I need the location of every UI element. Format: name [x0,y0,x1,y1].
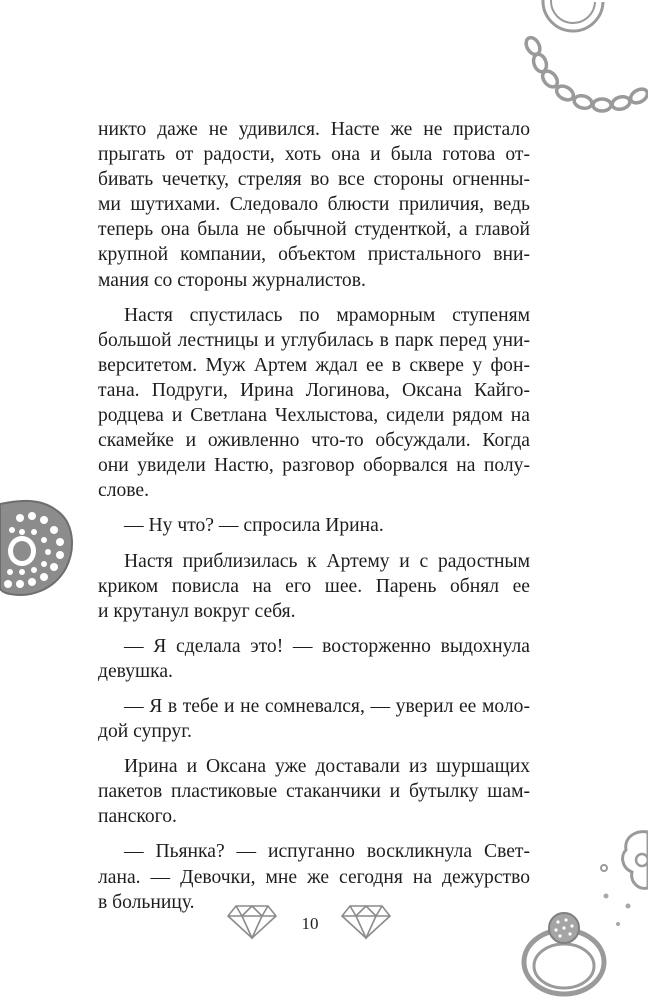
paragraph [98,694,530,744]
text-line: Настя приблизилась к Артему и с радостным [124,550,530,572]
text-line: скамейке и оживленно что-то обсуждали. Когда [98,430,530,452]
diamond-left-icon [226,904,278,940]
text-line: — Я в тебе и не сомневался, — уверил ее моло- [124,695,530,717]
text-block [98,117,530,925]
text-line: тана. Подруги, Ирина Логинова, Оксана Кайго- [98,379,530,401]
text-line: Настя спустилась по мраморным ступеням [124,304,530,326]
text-line: слове. [98,480,150,502]
paragraph [98,303,530,504]
page-number: 10 [301,914,319,933]
text-line: — Пьянка? — испуганно воскликнула Свет- [124,841,530,863]
text-line: в больницу. [98,891,195,913]
paragraph [98,117,530,293]
diamond-ring-ornament-icon [518,820,648,1000]
text-line: панского. [98,806,177,828]
text-line: пакетов пластиковые стаканчики и бутылку шам- [98,781,530,803]
text-line: Ирина и Оксана уже доставали из шуршащих [124,756,530,778]
paragraph [98,634,530,684]
text-line: лана. — Девочки, мне же сегодня на дежурство [98,866,530,888]
text-line: ми шутихами. Следовало блюсти приличия, ведь [98,194,530,216]
text-line: и крутанул вокруг себя. [98,600,296,622]
text-line: родцева и Светлана Чехлыстова, сидели рядом на [98,405,530,427]
paragraph [98,549,530,624]
paragraph [98,839,530,914]
paragraph [98,513,530,538]
text-line: крупной компании, объектом пристального вни- [98,244,530,266]
paragraph [98,754,530,829]
text-line: мания со стороны журналистов. [98,269,366,291]
text-line: теперь она была не обычной студенткой, а главой [98,219,530,241]
text-line: — Ну что? — спросила Ирина. [124,515,384,537]
text-line: девушка. [98,660,173,682]
ring-chain-ornament-icon [515,0,648,125]
text-line: — Я сделала это! — восторженно выдохнула [124,635,530,657]
text-line: никто даже не удивился. Насте же не пристало [98,119,530,140]
text-line: большой лестницы и углубилась в парк перед уни- [98,329,530,351]
text-line: дой супруг. [98,721,192,743]
text-line: прыгать от радости, хоть она и была готова от- [98,144,530,166]
diamond-right-icon [340,904,392,940]
text-line: бивать чечетку, стреляя во все стороны огненны- [98,169,530,191]
text-line: они увидели Настю, разговор оборвался на полу- [98,455,530,477]
text-line: верситетом. Муж Артем ждал ее в сквере у фон- [98,354,530,376]
lace-flower-ornament-icon [0,490,80,610]
text-line: криком повисла на его шее. Парень обнял ее [98,575,530,597]
